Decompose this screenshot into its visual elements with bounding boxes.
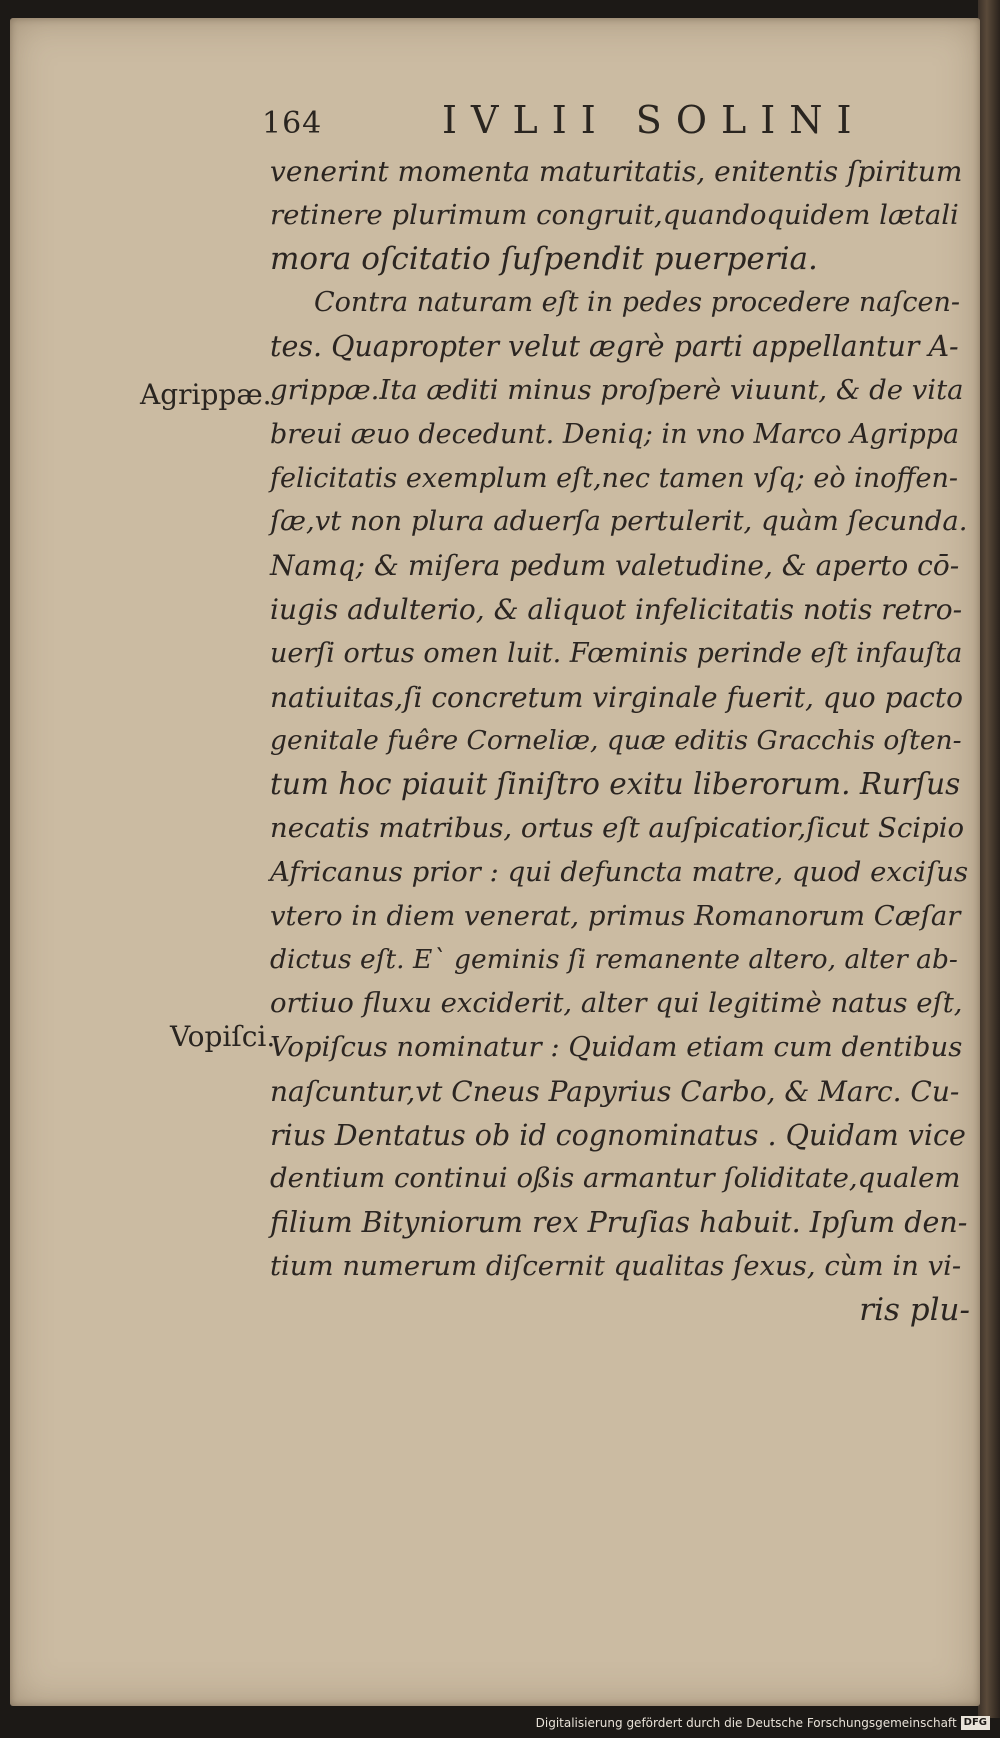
- text-line: natiuitas,ſi concretum virginale fuerit, quo pacto: [270, 680, 963, 714]
- text-line: necatis matribus, ortus eſt auſpicatior,ſicut Scipio: [270, 811, 965, 844]
- text-line: Africanus prior : qui defuncta matre, quod exciſus: [270, 855, 969, 888]
- dfg-logo: DFG: [961, 1716, 990, 1730]
- credit-text: Digitalisierung gefördert durch die Deutsche Forschungsgemeinschaft: [535, 1716, 957, 1730]
- book-binding-edge: [978, 0, 1000, 1718]
- text-line: ortiuo fluxu exciderit, alter qui legitimè natus eſt,: [270, 987, 963, 1020]
- text-line: dentium continui oßis armantur ſoliditate,qualem: [270, 1162, 961, 1195]
- text-line: uerſi ortus omen luit. Fœminis perinde eſt infauſta: [270, 637, 963, 669]
- text-line: tium numerum diſcernit qualitas ſexus, cùm in vi-: [270, 1249, 962, 1282]
- margin-note-agrippae: Agrippæ.: [140, 378, 272, 411]
- text-line: felicitatis exemplum eſt,nec tamen vſq; eò inoffen-: [270, 462, 959, 494]
- text-line: tum hoc piauit ſiniſtro exitu liberorum. Rurſus: [270, 767, 961, 802]
- page-header: [262, 92, 962, 152]
- margin-note-vopisci: Vopiſci.: [170, 1020, 276, 1053]
- text-line: dictus eſt. E` geminis ſi remanente altero, alter ab-: [270, 944, 958, 976]
- catchword-line: ris plu-: [859, 1291, 970, 1328]
- text-line: genitale fuêre Corneliæ, quæ editis Gracchis oſten-: [270, 725, 962, 757]
- text-line: rius Dentatus ob id cognominatus . Quidam vice: [270, 1118, 966, 1152]
- digitization-credit: [536, 1716, 990, 1730]
- running-title: IVLII SOLINI: [442, 98, 866, 142]
- text-line: naſcuntur,vt Cneus Papyrius Carbo, & Marc. Cu-: [270, 1074, 960, 1108]
- text-line: breui æuo decedunt. Deniq; in vno Marco Agrippa: [270, 418, 960, 450]
- text-line: Namq; & miſera pedum valetudine, & aperto cō-: [270, 549, 960, 583]
- text-line: Contra naturam eſt in pedes procedere naſcen-: [314, 287, 960, 319]
- text-line: mora oſcitatio ſuſpendit puerperia.: [270, 240, 818, 277]
- text-line: tes. Quapropter velut ægrè parti appellantur A-: [270, 330, 959, 364]
- text-line: ſæ,vt non plura aduerſa pertulerit, quàm ſecunda.: [270, 505, 968, 538]
- text-line: retinere plurimum congruit,quandoquidem lætali: [270, 198, 959, 231]
- page-number: 164: [262, 106, 323, 141]
- text-line: filium Bityniorum rex Pruſias habuit. Ipſum den-: [270, 1206, 968, 1240]
- text-line: iugis adulterio, & aliquot infelicitatis notis retro-: [270, 592, 963, 626]
- body-text: [270, 150, 970, 1333]
- text-line: vtero in diem venerat, primus Romanorum Cæſar: [270, 899, 961, 932]
- text-line: Vopiſcus nominatur : Quidam etiam cum dentibus: [270, 1030, 963, 1063]
- text-line: venerint momenta maturitatis, enitentis ſpiritum: [270, 155, 963, 188]
- text-line: grippæ.Ita æditi minus proſperè viuunt, & de vita: [270, 373, 964, 406]
